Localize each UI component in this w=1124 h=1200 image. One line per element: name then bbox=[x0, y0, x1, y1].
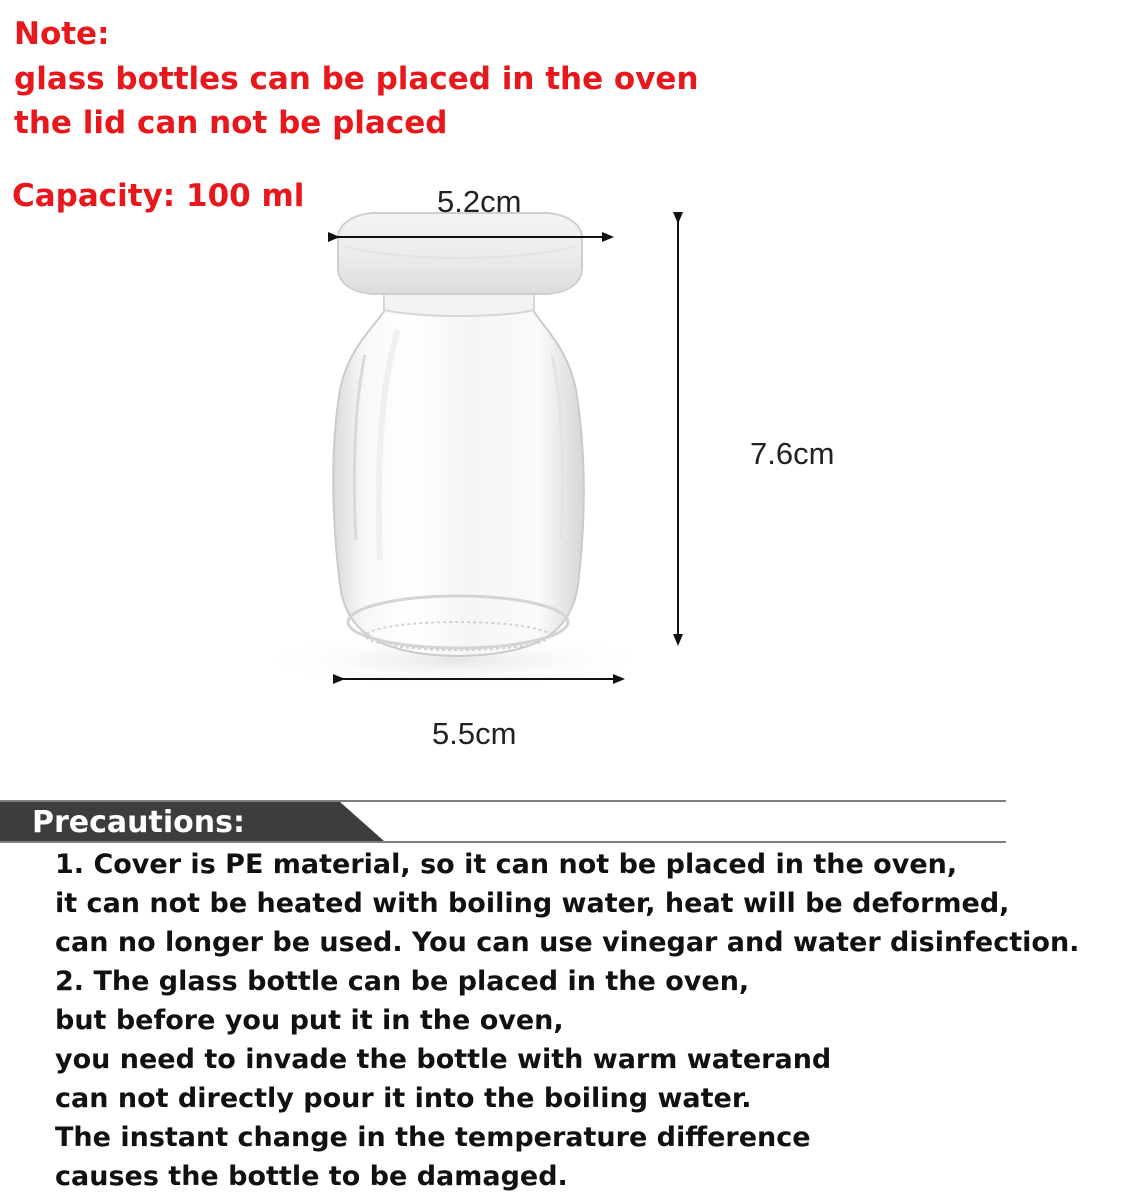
pe-lid bbox=[338, 213, 582, 294]
lid-width-label: 5.2cm bbox=[437, 184, 522, 219]
precaution-line: you need to invade the bottle with warm waterand bbox=[55, 1044, 832, 1075]
note-heading: Note: bbox=[14, 16, 110, 52]
base-width-label: 5.5cm bbox=[432, 716, 517, 751]
note-line-lid: the lid can not be placed bbox=[14, 105, 448, 141]
precaution-line: 1. Cover is PE material, so it can not be placed in the oven, bbox=[55, 849, 958, 880]
height-label: 7.6cm bbox=[750, 436, 835, 471]
precaution-line: The instant change in the temperature difference bbox=[55, 1122, 811, 1153]
precautions-title: Precautions: bbox=[32, 805, 245, 840]
precaution-line: 2. The glass bottle can be placed in the oven, bbox=[55, 966, 750, 997]
capacity-label: Capacity: 100 ml bbox=[12, 178, 305, 214]
glass-jar bbox=[333, 290, 584, 656]
precaution-line: causes the bottle to be damaged. bbox=[55, 1161, 568, 1192]
precaution-line: can no longer be used. You can use vinegar and water disinfection. bbox=[55, 927, 1080, 958]
precautions-list bbox=[55, 845, 1079, 1196]
note-line-oven: glass bottles can be placed in the oven bbox=[14, 61, 699, 97]
precaution-line: can not directly pour it into the boiling water. bbox=[55, 1083, 752, 1114]
precaution-line: it can not be heated with boiling water, heat will be deformed, bbox=[55, 888, 1010, 919]
precaution-line: but before you put it in the oven, bbox=[55, 1005, 564, 1036]
